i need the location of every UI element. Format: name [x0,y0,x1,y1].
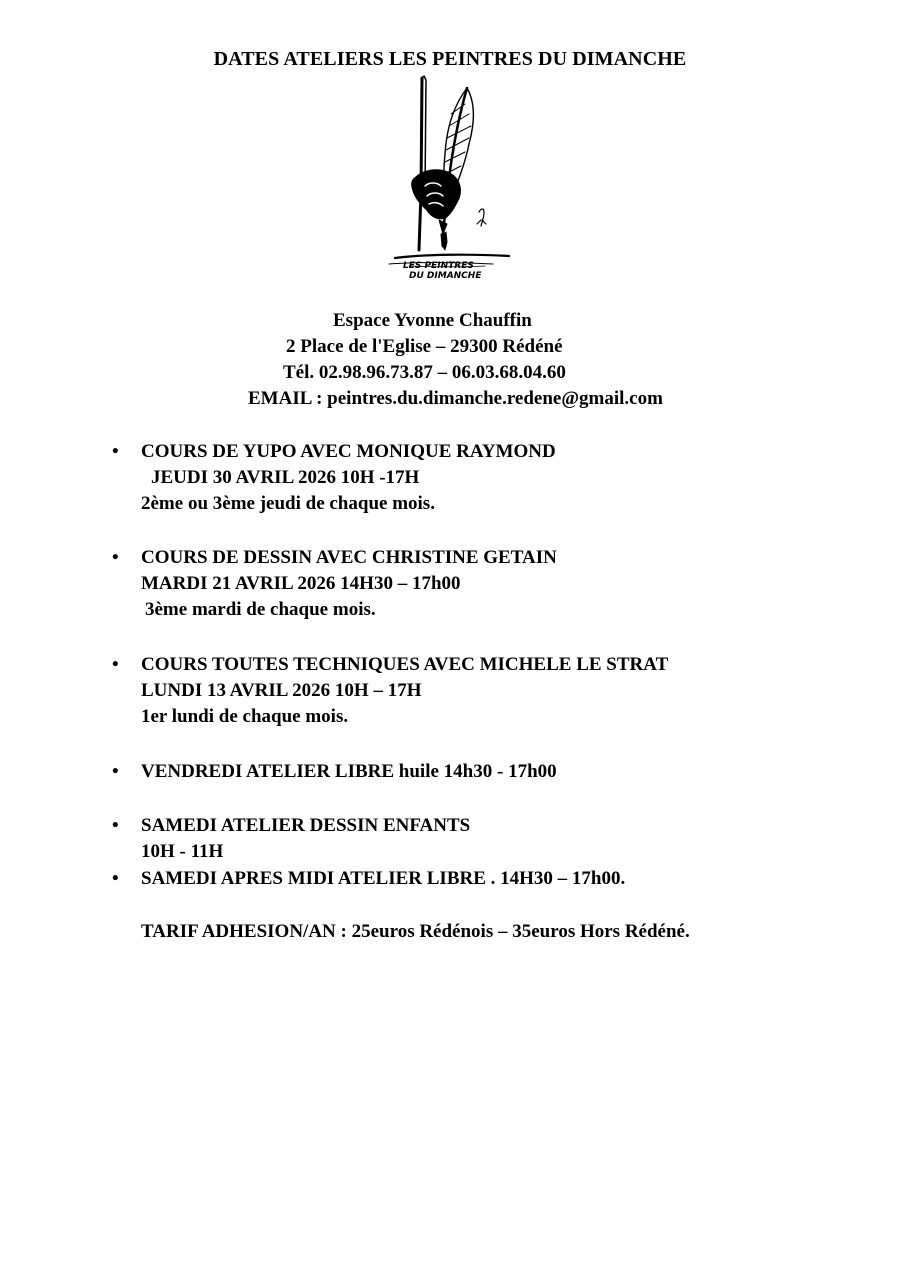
logo-text-line2: DU DIMANCHE [409,271,482,281]
list-item-samedi-apres-midi [0,866,900,892]
atelier-vendredi: VENDREDI ATELIER LIBRE huile 14h30 - 17h00 [141,761,557,782]
list-item-vendredi [0,759,900,785]
logo-text-line1: LES PEINTRES [403,261,474,271]
course-recurrence: 3ème mardi de chaque mois. [145,599,376,620]
atelier-samedi-enfants: SAMEDI ATELIER DESSIN ENFANTS [141,815,471,836]
bullet: • [112,815,119,836]
list-item-course-yupo [0,439,900,517]
venue-name: Espace Yvonne Chauffin [333,310,532,331]
course-title: COURS DE YUPO AVEC MONIQUE RAYMOND [141,441,556,462]
tarif-adhesion: TARIF ADHESION/AN : 25euros Rédénois – 35euros Hors Rédéné. [141,921,690,942]
phone-numbers: Tél. 02.98.96.73.87 – 06.03.68.04.60 [283,362,566,383]
email-line: EMAIL : peintres.du.dimanche.redene@gmail.com [248,388,663,409]
venue-address: 2 Place de l'Eglise – 29300 Rédéné [286,336,563,357]
list-item-course-dessin [0,545,900,623]
course-recurrence: 1er lundi de chaque mois. [141,706,349,727]
course-title: COURS DE DESSIN AVEC CHRISTINE GETAIN [141,547,557,568]
list-item-samedi-enfants [0,813,900,865]
course-title: COURS TOUTES TECHNIQUES AVEC MICHELE LE STRAT [141,654,669,675]
atelier-samedi-apres-midi: SAMEDI APRES MIDI ATELIER LIBRE . 14H30 – 17h00. [141,868,626,889]
course-date: MARDI 21 AVRIL 2026 14H30 – 17h00 [141,573,461,594]
page-title: DATES ATELIERS LES PEINTRES DU DIMANCHE [213,48,687,70]
course-date: JEUDI 30 AVRIL 2026 10H -17H [151,467,420,488]
course-date: LUNDI 13 AVRIL 2026 10H – 17H [141,680,422,701]
contact-block [0,308,900,412]
logo [385,74,515,282]
list-item-course-toutes-techniques [0,652,900,730]
atelier-samedi-enfants-hours: 10H - 11H [141,841,224,862]
bullet: • [112,441,119,462]
bullet: • [112,761,119,782]
bullet: • [112,654,119,675]
bullet: • [112,868,119,889]
course-recurrence: 2ème ou 3ème jeudi de chaque mois. [141,493,435,514]
bullet: • [112,547,119,568]
hand-holding-brush-and-feather-logo [389,76,509,267]
